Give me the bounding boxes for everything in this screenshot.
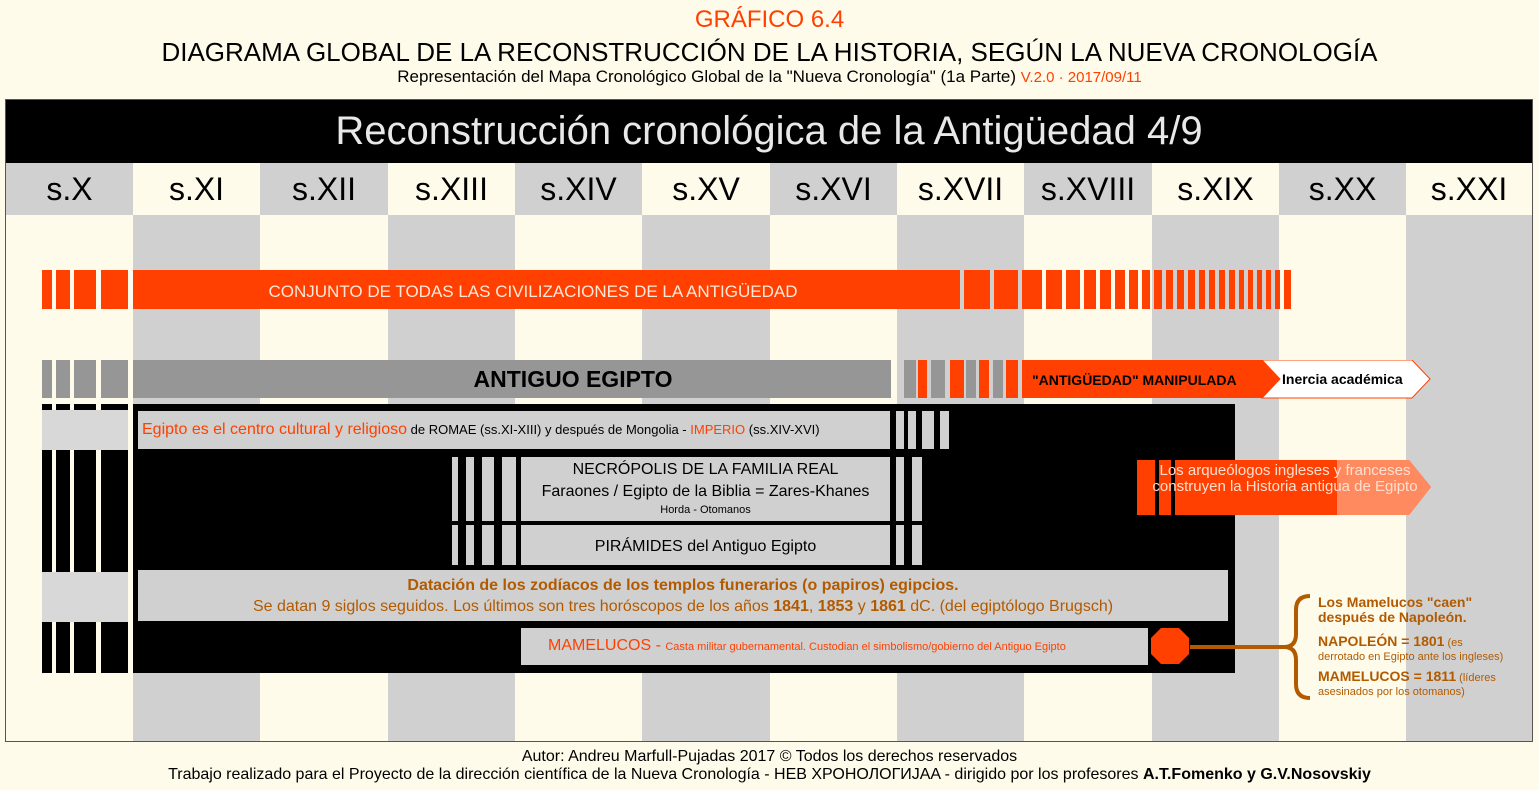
version-label: V.2.0 · 2017/09/11 — [1020, 69, 1142, 86]
egipto-dash — [931, 360, 945, 398]
necro-dash — [502, 457, 516, 521]
banner-title: Reconstrucción cronológica de la Antigüedad 4/9 — [6, 100, 1532, 163]
year-1861: 1861 — [870, 598, 906, 615]
egipto-dash — [101, 360, 128, 398]
egipto-dash — [966, 360, 976, 398]
century-xvi: s.XVI — [770, 163, 897, 215]
piramides-label: PIRÁMIDES del Antiguo Egipto — [594, 538, 817, 555]
datacion-end-text: dC. (del egiptólogo Brugsch) — [905, 598, 1114, 615]
necro-dash — [896, 457, 904, 521]
piramides-dash — [912, 525, 922, 565]
note-brace — [1190, 590, 1320, 702]
napoleon-detail-2: derrotado en Egipto ante los ingleses) — [1318, 651, 1504, 663]
necro-dash — [452, 457, 458, 521]
century-xi: s.XI — [133, 163, 260, 215]
note-caen-line2: después de Napoleón. — [1318, 609, 1467, 625]
manipulada-label: "ANTIGÜEDAD" MANIPULADA — [1032, 372, 1237, 388]
century-xiii: s.XIII — [388, 163, 515, 215]
piramides-dash — [482, 525, 494, 565]
note-caen-line1: Los Mamelucos "caen" — [1318, 594, 1473, 610]
separator-text: y — [853, 598, 871, 615]
conjunto-dash — [1046, 270, 1062, 309]
egipto-dash — [993, 360, 1003, 398]
necro-line2: Faraones / Egipto de la Biblia = Zares-Khanes — [541, 483, 870, 500]
egipto-dash — [1006, 360, 1018, 398]
page-subtitle — [0, 67, 1539, 87]
year-1853: 1853 — [817, 598, 854, 615]
centro-dash — [922, 411, 934, 449]
centro-dash — [908, 411, 916, 449]
conjunto-dash — [101, 270, 128, 309]
necro-dash — [482, 457, 494, 521]
egipto-dash — [918, 360, 927, 398]
conjunto-dash — [994, 270, 1018, 309]
centro-fade — [42, 410, 128, 450]
mamelucos-detail: (líderes — [1456, 672, 1496, 684]
egipto-label: ANTIGUO EGIPTO — [473, 366, 673, 392]
subtitle-text: Representación del Mapa Cronológico Global de la "Nueva Cronología" (1a Parte) — [397, 67, 1017, 86]
century-xiv: s.XIV — [515, 163, 642, 215]
conjunto-dash — [1142, 270, 1150, 309]
egipto-dash — [42, 360, 52, 398]
egipto-dash — [904, 360, 916, 398]
necro-line3: Horda - Otomanos — [660, 504, 751, 516]
centro-dash — [896, 411, 904, 449]
conjunto-label: CONJUNTO DE TODAS LAS CIVILIZACIONES DE LA ANTIGÜEDAD — [268, 282, 798, 301]
conjunto-dash — [1284, 270, 1291, 309]
datacion-line1: Datación de los zodíacos de los templos funerarios (o papiros) egipcios. — [407, 577, 959, 594]
imperio-text: IMPERIO — [690, 422, 746, 437]
centro-label — [142, 421, 820, 439]
footer-professors: A.T.Fomenko y G.V.Nosovskiy — [1142, 766, 1371, 783]
mamelucos-label — [548, 637, 1066, 655]
napoleon-year: NAPOLEÓN = 1801 — [1318, 633, 1445, 649]
conjunto-dash — [74, 270, 96, 309]
napoleon-detail: (es — [1444, 637, 1463, 649]
conjunto-dash — [1266, 270, 1271, 309]
conjunto-dash — [1257, 270, 1262, 309]
note-mamelucos — [1318, 669, 1496, 699]
conjunto-dash — [1177, 270, 1184, 309]
egipto-dash — [979, 360, 989, 398]
egipto-dash — [56, 360, 70, 398]
century-xvii: s.XVII — [897, 163, 1024, 215]
conjunto-dash — [1219, 270, 1225, 309]
conjunto-dash — [1199, 270, 1205, 309]
mamelucos-year: MAMELUCOS = 1811 — [1318, 668, 1457, 684]
page-title: DIAGRAMA GLOBAL DE LA RECONSTRUCCIÓN DE LA HISTORIA, SEGÚN LA NUEVA CRONOLOGÍA — [161, 37, 1378, 67]
conjunto-dash — [1166, 270, 1173, 309]
conjunto-dash — [1100, 270, 1111, 309]
conjunto-dash — [1209, 270, 1215, 309]
conjunto-dash — [1239, 270, 1244, 309]
piramides-dash — [502, 525, 516, 565]
conjunto-dash — [1229, 270, 1235, 309]
footer-author: Autor: Andreu Marfull-Pujadas 2017 © Todos los derechos reservados — [521, 748, 1018, 765]
conjunto-dash — [56, 270, 70, 309]
conjunto-dash — [1154, 270, 1162, 309]
centro-text: de ROMAE (ss.XI-XIII) y después de Mongolia - — [407, 422, 691, 437]
piramides-dash — [452, 525, 458, 565]
footer-project-text: Trabajo realizado para el Proyecto de la dirección científica de la Nueva Cronología - НЕВ ХРОНОЛОГИJAA - dirigido por los profesores — [168, 766, 1143, 783]
figure-number: GRÁFICO 6.4 — [694, 6, 845, 33]
mamelucos-detail-2: asesinados por los otomanos) — [1318, 686, 1465, 698]
arqueologos-label: Los arqueólogos ingleses y franceses construyen la Historia antigua de Egipto — [1152, 462, 1418, 495]
century-xviii: s.XVIII — [1024, 163, 1152, 215]
conjunto-dash — [1275, 270, 1280, 309]
conjunto-dash — [964, 270, 990, 309]
conjunto-dash — [1129, 270, 1138, 309]
datacion-fade — [42, 572, 128, 622]
inercia-label: Inercia académica — [1282, 371, 1403, 387]
mamelucos-title: MAMELUCOS - — [548, 637, 666, 654]
century-xx: s.XX — [1279, 163, 1406, 215]
century-xii: s.XII — [260, 163, 388, 215]
century-x: s.X — [6, 163, 133, 215]
piramides-dash — [466, 525, 474, 565]
year-1841: 1841 — [773, 598, 809, 615]
centro-dash — [940, 411, 949, 449]
century-xv: s.XV — [642, 163, 770, 215]
conjunto-dash — [1248, 270, 1253, 309]
necro-dash — [466, 457, 474, 521]
mamelucos-desc: Casta militar gubernamental. Custodian el simbolismo/gobierno del Antiguo Egipto — [665, 641, 1066, 653]
note-caen — [1318, 595, 1472, 625]
conjunto-dash — [1066, 270, 1080, 309]
separator-text: , — [808, 598, 818, 615]
egipto-dash — [950, 360, 964, 398]
conjunto-dash — [1084, 270, 1096, 309]
centro-end-text: (ss.XIV-XVI) — [745, 422, 820, 437]
conjunto-dash — [1115, 270, 1125, 309]
necro-line1: NECRÓPOLIS DE LA FAMILIA REAL — [572, 461, 839, 478]
datacion-line2 — [138, 598, 1228, 616]
centro-highlight: Egipto es el centro cultural y religioso — [142, 421, 408, 438]
mamelucos-end-octagon — [1150, 626, 1192, 666]
conjunto-dash — [1188, 270, 1195, 309]
conjunto-dash — [42, 270, 52, 309]
necro-dash — [912, 457, 922, 521]
note-napoleon — [1318, 634, 1503, 664]
century-xix: s.XIX — [1152, 163, 1279, 215]
footer-project — [0, 766, 1539, 784]
piramides-dash — [896, 525, 904, 565]
egipto-dash — [74, 360, 96, 398]
century-xxi: s.XXI — [1406, 163, 1532, 215]
conjunto-dash — [1022, 270, 1042, 309]
datacion-text: Se datan 9 siglos seguidos. Los últimos son tres horóscopos de los años — [252, 598, 774, 615]
